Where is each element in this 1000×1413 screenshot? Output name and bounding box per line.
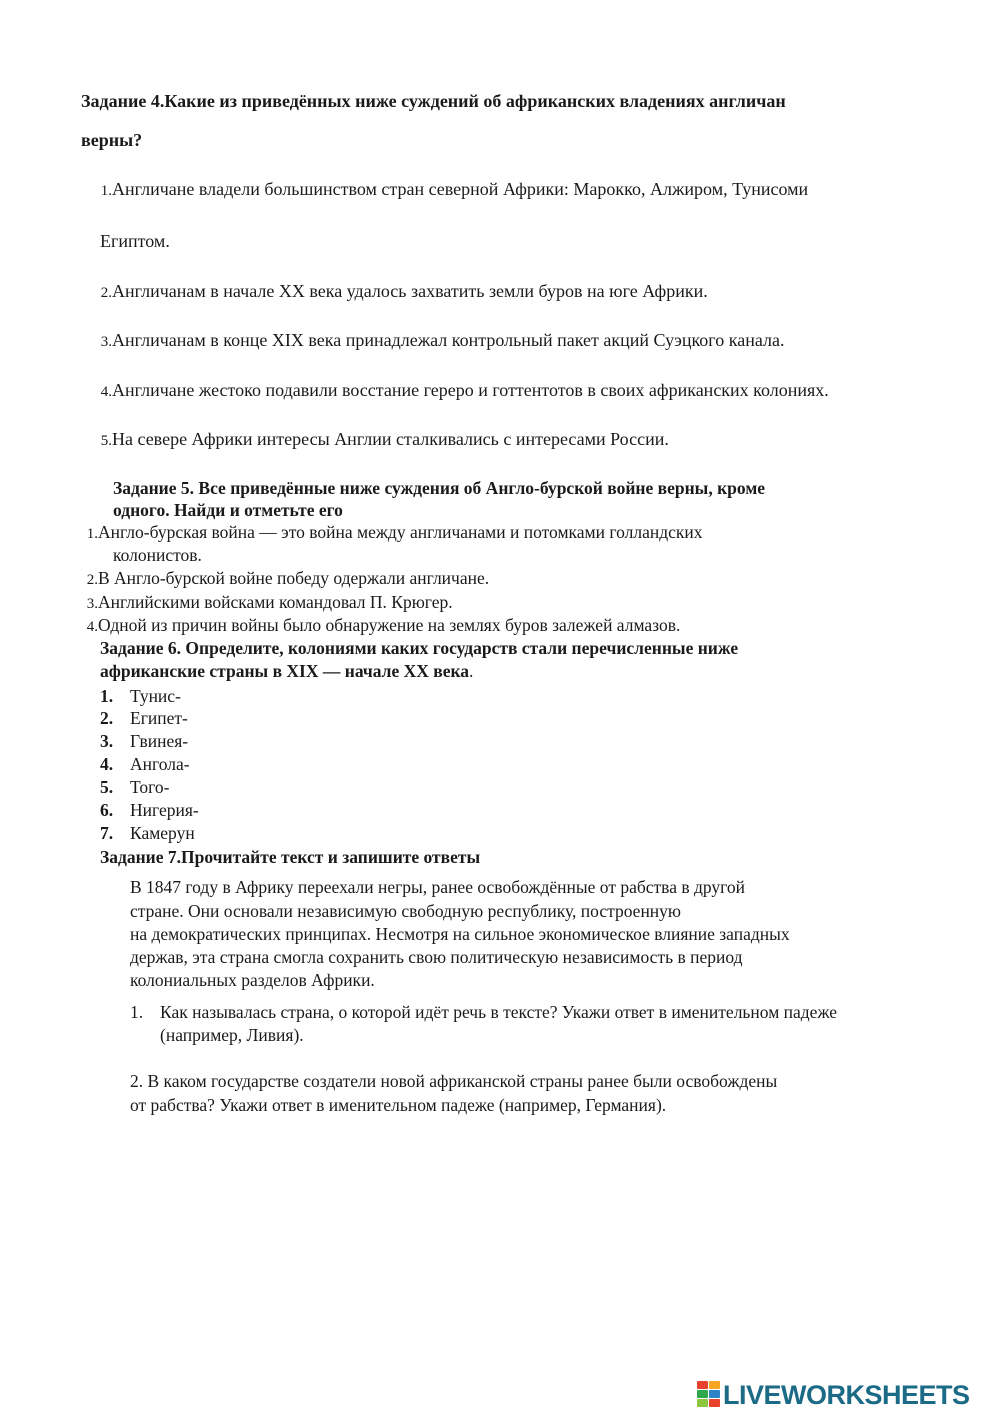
logo-block xyxy=(709,1399,720,1407)
task6-item-country: Ангола- xyxy=(130,754,190,774)
task7-title: Задание 7.Прочитайте текст и запишите ответы xyxy=(100,847,481,867)
task5-item-4 xyxy=(83,614,680,639)
task6-title-line2-tail: . xyxy=(469,661,474,681)
task6-title-line2 xyxy=(100,660,473,683)
task4-item-1-continuation: Египтом. xyxy=(100,231,170,251)
task6-title-line1: Задание 6. Определите, колониями каких государств стали перечисленные ниже xyxy=(100,638,739,658)
task5-item-3 xyxy=(83,591,453,616)
task6-item-1 xyxy=(0,685,300,708)
logo-block xyxy=(709,1390,720,1398)
task5-title-line2: одного. Найди и отметьте его xyxy=(113,500,343,520)
task6-item-country: Того- xyxy=(130,777,170,797)
task5-item-text: В Англо-бурской войне победу одержали англичане. xyxy=(98,568,490,588)
task6-item-7 xyxy=(0,822,300,845)
logo-blocks-icon xyxy=(697,1380,721,1410)
task6-item-3 xyxy=(0,730,300,753)
task4-item-text: На севере Африки интересы Англии сталкивались с интересами России. xyxy=(112,429,669,449)
task6-title-line2-text: африканские страны в XIX — начале XX века xyxy=(100,661,470,681)
task6-item-6 xyxy=(0,799,300,822)
task5-item-text: Англо-бурская война — это война между англичанами и потомками голландских xyxy=(98,522,703,542)
task7-question-1-number: 1. xyxy=(130,1002,144,1022)
task4-title-line1: Задание 4.Какие из приведённых ниже суждений об африканских владениях англичан xyxy=(81,91,786,111)
task6-item-country: Тунис- xyxy=(130,686,181,706)
task7-text-line: стране. Они основали независимую свободную республику, построенную xyxy=(130,901,681,921)
task4-item-2 xyxy=(97,280,708,305)
task4-item-number: 3. xyxy=(100,334,112,350)
task6-item-number: 4. xyxy=(100,754,114,774)
logo-text: LIVEWORKSHEETS xyxy=(723,1379,970,1410)
task5-item-number: 4. xyxy=(86,619,98,635)
logo-block xyxy=(697,1381,708,1389)
liveworksheets-logo xyxy=(697,1379,970,1411)
task6-item-country: Камерун xyxy=(130,823,195,843)
task7-question-2-line2: от рабства? Укажи ответ в именительном падеже (например, Германия). xyxy=(130,1095,667,1115)
task5-item-number: 1. xyxy=(86,526,98,542)
task7-question-2-line1: 2. В каком государстве создатели новой африканской страны ранее были освобождены xyxy=(130,1071,778,1091)
task4-item-number: 1. xyxy=(100,183,112,199)
task5-item-1 xyxy=(83,521,703,546)
task6-item-number: 6. xyxy=(100,800,114,820)
task5-item-text: Одной из причин войны было обнаружение на землях буров залежей алмазов. xyxy=(98,615,681,635)
task6-item-number: 1. xyxy=(100,686,114,706)
task7-text-line: В 1847 году в Африку переехали негры, ранее освобождённые от рабства в другой xyxy=(130,877,746,897)
logo-block xyxy=(697,1390,708,1398)
task4-item-5 xyxy=(97,428,669,453)
task4-title-line2: верны? xyxy=(81,130,143,150)
task6-item-number: 3. xyxy=(100,731,114,751)
task4-item-text: Англичанам в конце XIX века принадлежал контрольный пакет акций Суэцкого канала. xyxy=(112,330,785,350)
task4-item-number: 4. xyxy=(100,384,112,400)
task5-item-1-continuation: колонистов. xyxy=(113,545,202,565)
task6-item-5 xyxy=(0,776,300,799)
task4-item-3 xyxy=(97,329,784,354)
task4-item-number: 2. xyxy=(100,285,112,301)
task7-text-line: держав, эта страна смогла сохранить свою политическую независимость в период xyxy=(130,947,743,967)
task5-title-line1: Задание 5. Все приведённые ниже суждения об Англо-бурской войне верны, кроме xyxy=(113,478,766,498)
task7-question-1-line1: Как называлась страна, о которой идёт речь в тексте? Укажи ответ в именительном падеже xyxy=(160,1002,838,1022)
task4-item-text: Англичанам в начале XX века удалось захватить земли буров на юге Африки. xyxy=(112,281,708,301)
task6-item-2 xyxy=(0,707,300,730)
task5-item-number: 2. xyxy=(86,572,98,588)
task6-item-number: 7. xyxy=(100,823,114,843)
task5-item-text: Английскими войсками командовал П. Крюгер. xyxy=(98,592,453,612)
task4-item-4 xyxy=(97,379,829,404)
task7-question-1-line2: (например, Ливия). xyxy=(160,1025,304,1045)
task4-item-1 xyxy=(97,178,808,203)
task7-text-line: на демократических принципах. Несмотря на сильное экономическое влияние западных xyxy=(130,924,790,944)
logo-block xyxy=(709,1381,720,1389)
task5-item-number: 3. xyxy=(86,596,98,612)
task6-item-number: 5. xyxy=(100,777,114,797)
task6-item-number: 2. xyxy=(100,708,114,728)
task6-item-country: Нигерия- xyxy=(130,800,199,820)
task7-text-line: колониальных разделов Африки. xyxy=(130,970,375,990)
task4-item-number: 5. xyxy=(100,433,112,449)
task6-item-country: Гвинея- xyxy=(130,731,189,751)
task5-item-2 xyxy=(83,567,489,592)
task4-item-text: Англичане жестоко подавили восстание гереро и готтентотов в своих африканских колониях. xyxy=(112,380,829,400)
logo-block xyxy=(697,1399,708,1407)
task6-item-4 xyxy=(0,753,300,776)
task6-item-country: Египет- xyxy=(130,708,188,728)
task4-item-text: Англичане владели большинством стран северной Африки: Марокко, Алжиром, Тунисоми xyxy=(112,179,809,199)
